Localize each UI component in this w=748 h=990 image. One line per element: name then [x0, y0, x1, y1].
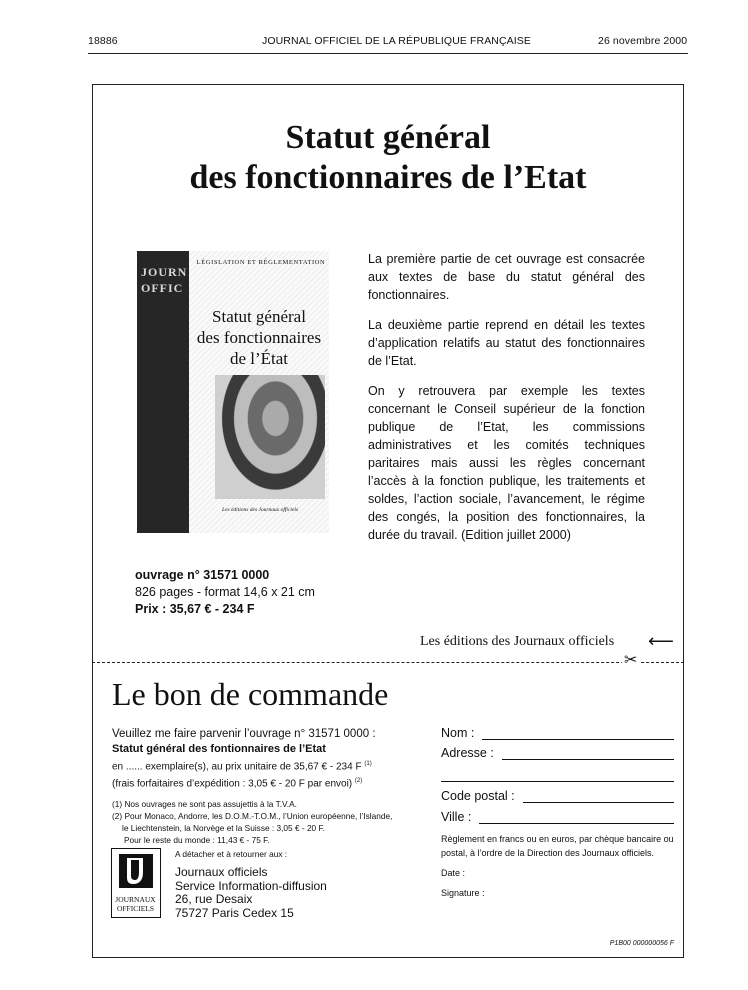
cover-title-line-2: des fonctionnaires	[196, 328, 322, 347]
issue-date: 26 novembre 2000	[598, 35, 688, 47]
order-book-title: Statut général des fontionnaires de l’Etat	[112, 743, 326, 755]
footnote-1: (1) Nos ouvrages ne sont pas assujettis à la T.V.A.	[112, 798, 297, 809]
order-quantity-text: en ...... exemplaire(s), au prix unitaire de 35,67 € - 234 F	[112, 761, 362, 773]
book-number: ouvrage n° 31571 0000	[135, 568, 270, 582]
description-paragraph: On y retrouvera par exemple les textes concernant le Conseil supérieur de la fonction publique de l’Etat, les commissions administratives et les comités techniques paritaires mais aussi les règles concernant l’accès à la fonction publique, les traitements et soldes, l’action sociale, l’avancement, le régime des congés, la position des fonctionnaires, la durée du travail. (Edition juillet 2000)	[368, 384, 645, 542]
signature-label: Signature :	[441, 888, 485, 898]
spine-text-2: OFFIC	[141, 281, 184, 295]
postal-code-input-line[interactable]	[523, 792, 674, 803]
postal-code-label: Code postal :	[441, 789, 515, 803]
payment-instructions: Règlement en francs ou en euros, par chèque bancaire ou postal, à l’ordre de la Direction des Journaux officiels.	[441, 834, 674, 858]
page-title	[92, 118, 684, 198]
spine-text-1: JOURN	[141, 265, 188, 279]
book-reference	[135, 567, 315, 618]
footnote-ref-2: (2)	[354, 778, 363, 785]
detach-instruction: A détacher et à retourner aux :	[175, 849, 288, 859]
book-pages: 826 pages - format 14,6 x 21 cm	[135, 585, 315, 599]
address-field[interactable]	[441, 746, 674, 760]
address-line-3: 26, rue Desaix	[175, 892, 253, 906]
cover-footer: Les éditions des Journaux officiels	[221, 507, 299, 513]
footnote-2c: Pour le reste du monde : 11,43 € - 75 F.	[124, 834, 270, 845]
book-price: Prix : 35,67 € - 234 F	[135, 602, 255, 616]
customer-form	[441, 726, 674, 900]
description-paragraph: La première partie de cet ouvrage est consacrée aux textes de base du statut général des fonctionnaires.	[368, 252, 645, 302]
logo-text-2: OFFICIELS	[116, 904, 155, 913]
publisher-name: Les éditions des Journaux officiels	[420, 634, 615, 649]
city-field[interactable]	[441, 810, 674, 824]
return-address	[175, 866, 327, 920]
journaux-officiels-logo	[111, 848, 161, 918]
city-input-line[interactable]	[479, 813, 674, 824]
order-shipping-line	[112, 774, 412, 791]
header-rule	[88, 53, 688, 54]
cut-line	[92, 662, 684, 663]
cover-title-line-1: Statut général	[212, 307, 306, 326]
name-label: Nom :	[441, 726, 475, 740]
title-line-1: Statut général	[285, 119, 491, 156]
logo-j-icon	[117, 852, 155, 890]
cover-title	[189, 306, 329, 369]
document-code: P1B00 000000056 F	[609, 940, 674, 947]
name-input-line[interactable]	[482, 729, 674, 740]
order-details	[112, 727, 412, 846]
cover-photo	[215, 375, 325, 499]
date-label: Date :	[441, 868, 466, 878]
address-line-2: Service Information-diffusion	[175, 878, 327, 893]
arrow-left-icon: ⟵	[648, 631, 674, 651]
postal-code-field[interactable]	[441, 789, 674, 803]
footnote-2a: (2) Pour Monaco, Andorre, les D.O.M.-T.O.M., l’Union européenne, l’Islande,	[112, 810, 393, 821]
order-request: Veuillez me faire parvenir l’ouvrage n° 31571 0000 :	[112, 728, 376, 740]
order-form-title: Le bon de commande	[112, 676, 389, 712]
book-cover	[137, 251, 329, 533]
page-number: 18886	[88, 35, 118, 47]
footnote-ref-1: (1)	[364, 761, 372, 767]
cover-spine	[137, 251, 189, 533]
cover-title-line-3: de l’État	[229, 349, 289, 368]
city-label: Ville :	[441, 810, 472, 824]
title-line-2: des fonctionnaires de l’Etat	[189, 159, 587, 196]
name-field[interactable]	[441, 726, 674, 740]
address-line-4: 75727 Paris Cedex 15	[175, 905, 294, 920]
scissors-icon: ✂	[624, 652, 638, 669]
address-input-line[interactable]	[502, 749, 674, 760]
journal-title: JOURNAL OFFICIEL DE LA RÉPUBLIQUE FRANÇAISE	[262, 35, 531, 47]
description-paragraph: La deuxième partie reprend en détail les textes d’application relatifs au statut des fonctionnaires de l’Etat.	[368, 318, 645, 368]
cover-subtitle: LÉGISLATION ET RÉGLEMENTATION	[196, 259, 326, 266]
description	[368, 250, 645, 556]
address-line-1: Journaux officiels	[175, 865, 268, 879]
order-shipping-text: (frais forfaitaires d’expédition : 3,05 € - 20 F par envoi)	[112, 778, 353, 790]
address-input-line-2[interactable]	[441, 780, 674, 782]
footnote-2b: le Liechtenstein, la Norvège et la Suisse : 3,05 € - 20 F.	[122, 822, 325, 833]
logo-text-1: JOURNAUX	[115, 895, 156, 904]
order-quantity-line	[112, 757, 412, 774]
address-label: Adresse :	[441, 746, 494, 760]
